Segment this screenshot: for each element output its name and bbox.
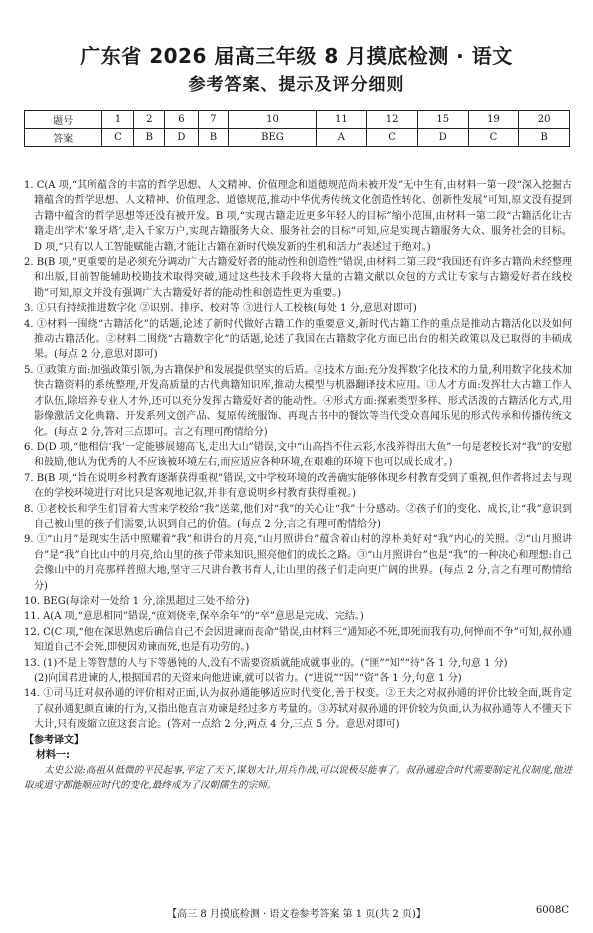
page-title: 广东省 2026 届高三年级 8 月摸底检测 · 语文 [80,44,513,68]
material-one-label: 材料一: [36,750,70,762]
answer-table [24,110,570,147]
answer-item-6: 6. D(D 项,“他相信‘我’一定能够展翅高飞,走出大山”错误,文中“山高挡不住云彩,水浅养得出大鱼”一句是老校长对“我”的安慰和鼓励,他认为优秀的人不应该被环境左右,而应适应各种环境,在艰难的环境下也可以成长成才。) [24,441,572,469]
answer-item-5: 5. ①政策方面:加强政策引领,为古籍保护和发展提供坚实的后盾。②技术方面:充分发挥数字化技术的力量,利用数字化技术加快古籍资料的系统整理,开发高质量的古代典籍知识库,推动大模型与机器翻译技术应用。③人才方面:发挥壮大古籍工作人才队伍,除培养专业人才外,还可以充分发挥古籍爱好者的能动性。④形式方面:探索类型多样、形式活泼的古籍活化方式,用影像激活文化典籍、开发系列文创产品、复原传统服饰、再现古书中的餐饮等当代受众喜闻乐见的形式传承和传播传统文化。(每点 2 分,答对三点即可。言之有理可酌情给分) [24,364,572,438]
answer-item-1: 1. C(A 项,“其所蕴含的丰富的哲学思想、人文精神、价值理念和道德规范尚未被开发”无中生有,由材料一第一段“深入挖掘古籍蕴含的哲学思想、人文精神、价值理念、道德规范,推动中华优秀传统文化创造性转化、创新性发展”可知,原文没有提到古籍中蕴含的哲学思想等还没有被开发。B 项,“实现古籍走近更多年轻人的目标”缩小范围,由材料一第二段“古籍活化让古籍走出学术‘象牙塔’,走入千家万户,实现古籍服务大众、服务社会的目标”可知,应是实现古籍服务大众、服务社会的目标。D 项,“只有以人工智能赋能古籍,才能让古籍在新时代焕发新的生机和活力”表述过于绝对。) [24,180,572,253]
question-number: 10 [229,111,316,129]
answer-cell: D [165,129,198,147]
material-one-translation: 太史公说:高祖从低微的平民起事,平定了天下,谋划大计,用兵作战,可以说极尽能事了。叔孙通迎合时代需要制定礼仪制度,他进取或退守都能顺应时代的变化,最终成为了汉朝儒生的宗师。 [24,765,572,792]
question-number: 11 [316,111,367,129]
question-number-row [25,111,570,129]
answer-item-14: 14. ①司马迁对叔孙通的评价相对正面,认为叔孙通能够适应时代变化,善于权变。②王夫之对叔孙通的评价比较全面,既肯定了叔孙通犯颜直谏的行为,又指出他直言劝谏是经过多方考量的。③苏轼对叔孙通的评价较为负面,认为叔孙通等人不懂天下大计,只有废縮立庶这套言论。(答对一点给 2 分,两点 4 分,三点 5 分。意思对即可) [24,688,572,731]
answer-item-13-part-1: 13. (1)不是上等智慧的人与下等愚钝的人,没有不需要资质就能成就事业的。(“匪”“知”“待”各 1 分,句意 1 分) [24,657,508,669]
answer-cell: D [417,129,468,147]
question-number: 15 [417,111,468,129]
row-label-question: 题号 [25,111,102,129]
question-number: 1 [102,111,134,129]
answer-cell: C [102,129,134,147]
answer-item-3: 3. ①只有持续推进数字化 ②识别、排序、校对等 ③进行人工校核(每处 1 分,意思对即可) [24,303,417,315]
question-number: 19 [468,111,519,129]
page-subtitle: 参考答案、提示及评分细则 [188,75,405,95]
question-number: 6 [165,111,198,129]
answer-cell: C [367,129,418,147]
answer-cell: BEG [229,129,316,147]
question-number: 20 [519,111,570,129]
question-number: 2 [134,111,165,129]
page-footer: 【高三 8 月摸底检测 · 语文卷参考答案 第 1 页(共 2 页)】 [167,909,426,920]
reference-translation-heading: 【参考译文】 [24,734,84,746]
answer-cell: B [134,129,165,147]
answer-cell: C [468,129,519,147]
answer-item-11: 11. A(A 项,“意思相同”错误,“庶刘侥幸,保卒余年”的“卒”意思是完成、完结。) [24,611,364,623]
answer-item-7: 7. B(B 项,“旨在说明乡村教育逐渐获得重视”错误,文中学校环境的改善确实能够体现乡村教育受到了重视,但作者将过去与现在的学校环境进行对比只是客观地记叙,并非有意说明乡村教育获得重视。) [24,472,572,500]
row-label-answer: 答案 [25,129,102,147]
answer-item-13-part-2: (2)向国君进谏的人,根据国君的天资来向他进谏,就可以省力。(“进说”“因”“资”各 1 分,句意 1 分) [34,673,462,684]
answer-explanations [24,178,572,793]
document-code: 6008C [535,905,569,916]
question-number: 7 [198,111,229,129]
answer-item-9: 9. ①“山月”是现实生活中照耀着“我”和讲台的月亮,“山月照讲台”蕴含着山村的淳朴美好对“我”内心的关照。②“山月照讲台”是“我”自比山中的月亮,给山里的孩子带来知识,照亮他们的成长之路。③“山月照讲台”也是“我”的一种决心和理想:自己会像山中的月亮那样普照大地,坚守三尺讲台教书育人,让山里的孩子们走向更广阔的世界。(每点 2 分,言之有理可酌情给分) [24,534,572,592]
answer-item-12: 12. C(C 项,“他在深思熟虑后确信自己不会因进谏而丧命”错误,由材料三“通知必不死,即死而我有功,何惮而不争”可知,叔孙通知道自己不会死,即便因劝谏而死,也是有功劳的。) [24,626,572,654]
answer-cell: B [519,129,570,147]
answer-row [25,129,570,147]
answer-cell: A [316,129,367,147]
answer-item-10: 10. BEG(每涂对一处给 1 分,涂黑超过三处不给分) [24,595,250,607]
answer-cell: B [198,129,229,147]
answer-item-4: 4. ①材料一围绕“古籍活化”的话题,论述了新时代做好古籍工作的重要意义,新时代古籍工作的重点是推动古籍活化以及如何推动古籍活化。②材料二围绕“古籍数字化”的话题,论述了我国在古籍数字化方面已出台的相关政策以及已取得的丰硕成果。(每点 2 分,意思对即可) [24,318,572,361]
answer-item-2: 2. B(B 项,“更重要的是必须充分调动广大古籍爱好者的能动性和创造性”错误,由材料二第三段“我国还有许多古籍尚未经整理和出版,目前智能辅助校勘技术取得突破,通过这些技术手段将大量的古籍文献以众包的方式让专家与古籍爱好者在线校勘”可知,原文并没有强调广大古籍爱好者的能动性和创造性更为重要。) [24,257,572,299]
answer-item-8: 8. ①老校长和学生们冒着大雪来学校给“我”送菜,他们对“我”的关心让“我”十分感动。②孩子们的变化、成长,让“我”意识到自己被山里的孩子们需要,认识到自己的价值。(每点 2 分,言之有理可酌情给分) [24,503,572,530]
question-number: 12 [367,111,418,129]
